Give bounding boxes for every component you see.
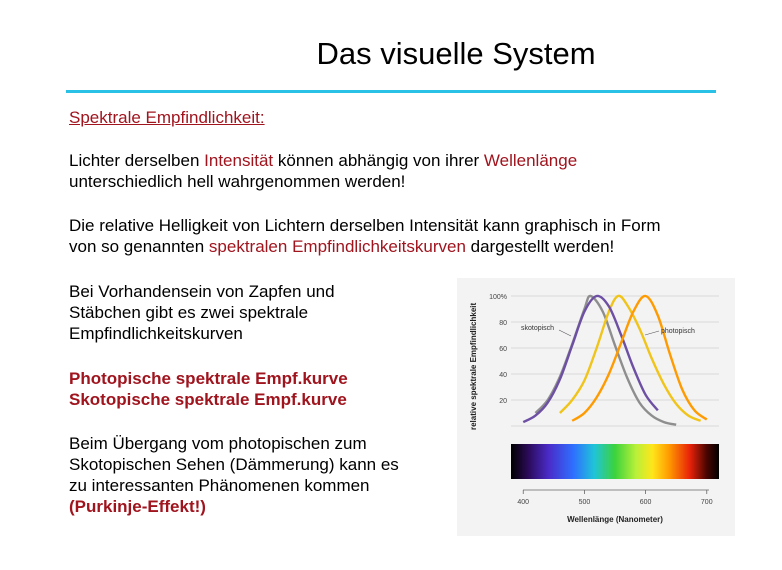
highlight-wellenlaenge: Wellenlänge — [483, 151, 578, 170]
curve-unlabeled — [523, 296, 658, 422]
section-heading: Spektrale Empfindlichkeit: — [69, 108, 265, 127]
paragraph-1 — [69, 150, 577, 192]
y-tick-label: 40 — [499, 372, 507, 379]
y-axis-label: relative spektrale Empfindlichkeit — [469, 302, 478, 430]
paragraph-2 — [69, 215, 661, 257]
text-segment: Lichter derselben — [69, 151, 205, 170]
spectral-sensitivity-figure — [457, 278, 735, 536]
title-divider — [66, 90, 716, 93]
photopisch-pointer — [645, 331, 659, 335]
curve-list — [69, 368, 348, 410]
paragraph-5-line: zu interessanten Phänomenen kommen — [69, 476, 370, 495]
scotopic-curve-item: Skotopische spektrale Empf.kurve — [69, 390, 347, 409]
x-tick-label: 400 — [517, 499, 530, 506]
y-tick-label: 100% — [489, 294, 507, 301]
paragraph-5-line: Beim Übergang vom photopischen zum — [69, 434, 367, 453]
x-tick-label: 700 — [700, 499, 713, 506]
skotopisch-label: skotopisch — [521, 325, 555, 332]
paragraph-1-line-2: unterschiedlich hell wahrgenommen werden! — [69, 172, 406, 191]
y-tick-label: 20 — [499, 398, 507, 405]
paragraph-2-line-2 — [69, 236, 661, 257]
paragraph-3 — [69, 281, 335, 344]
spectral-sensitivity-chart — [457, 278, 735, 536]
skotopisch-pointer — [559, 330, 571, 336]
slide-title: Das visuelle System — [316, 36, 596, 71]
text-segment: von so genannten — [69, 237, 209, 256]
highlight-spektrale-kurven: spektralen Empfindlichkeitskurven — [208, 237, 466, 256]
chart-curves — [523, 296, 707, 425]
text-segment: können abhängig von ihrer — [273, 151, 484, 170]
paragraph-2-line-1: Die relative Helligkeit von Lichtern derselben Intensität kann graphisch in Form — [69, 216, 661, 235]
purkinje-effect-label: (Purkinje-Effekt!) — [69, 497, 206, 516]
photopisch-label: photopisch — [661, 328, 695, 335]
paragraph-3-line: Bei Vorhandensein von Zapfen und — [69, 282, 335, 301]
y-tick-label: 80 — [499, 320, 507, 327]
paragraph-5-line: Skotopischen Sehen (Dämmerung) kann es — [69, 455, 399, 474]
curve-skotopisch — [535, 296, 676, 425]
paragraph-5 — [69, 433, 399, 517]
photopic-curve-item: Photopische spektrale Empf.kurve — [69, 369, 348, 388]
x-tick-label: 500 — [578, 499, 591, 506]
text-segment: dargestellt werden! — [465, 237, 615, 256]
y-tick-label: 60 — [499, 346, 507, 353]
x-axis-label: Wellenlänge (Nanometer) — [567, 515, 663, 524]
x-tick-label: 600 — [639, 499, 652, 506]
paragraph-3-line: Empfindlichkeitskurven — [69, 324, 243, 343]
paragraph-1-line-1 — [69, 150, 577, 171]
visible-spectrum-bar — [511, 444, 719, 479]
highlight-intensitaet: Intensität — [204, 151, 274, 170]
paragraph-3-line: Stäbchen gibt es zwei spektrale — [69, 303, 309, 322]
